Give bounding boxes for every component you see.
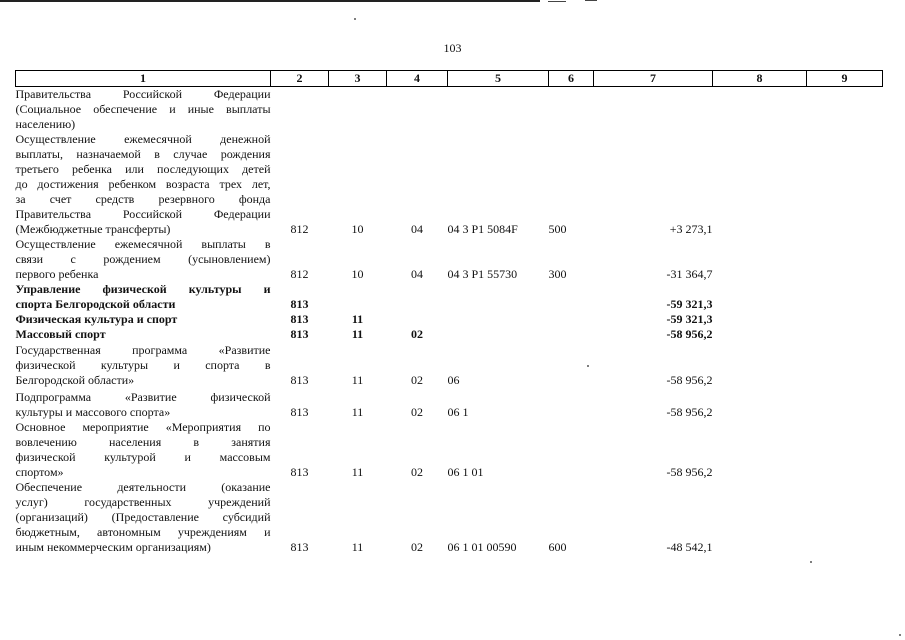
target-article-code: 06 1 01 xyxy=(447,465,484,479)
row-description xyxy=(16,132,271,237)
column-header: 9 xyxy=(807,71,883,87)
column-9-cell xyxy=(807,342,883,388)
section-code: 11 xyxy=(351,465,364,479)
subsection-code xyxy=(387,312,448,327)
description-line: до достижения ребенком возраста трех лет, xyxy=(15,177,271,191)
description-line: Массовый спорт xyxy=(15,327,106,341)
section-code: 11 xyxy=(351,405,364,419)
table-row xyxy=(16,327,883,342)
column-9-cell xyxy=(807,87,883,133)
amount-change: -58 956,2 xyxy=(666,405,713,419)
expense-type-code xyxy=(549,312,594,327)
description-line: (Социальное обеспечение и иные выплаты xyxy=(15,102,271,116)
description-line: Основное мероприятие «Мероприятия по xyxy=(15,420,271,434)
column-header: 3 xyxy=(329,71,387,87)
amount-change: +3 273,1 xyxy=(669,222,713,236)
expense-type-code: 300 xyxy=(548,267,567,281)
row-description xyxy=(16,480,271,555)
description-line: культуры и массового спорта» xyxy=(15,405,171,419)
section-code: 10 xyxy=(351,222,364,236)
subsection-code: 02 xyxy=(411,327,423,341)
description-line: спортом» xyxy=(15,465,64,479)
row-description xyxy=(16,342,271,388)
column-8-cell xyxy=(713,132,807,237)
description-line: физической культурой и массовым xyxy=(15,450,271,464)
ministry-code: 813 xyxy=(290,405,309,419)
column-9-cell xyxy=(807,237,883,282)
expense-type-code xyxy=(549,282,594,312)
subsection-code: 04 xyxy=(411,222,423,236)
expense-type-code xyxy=(549,388,594,420)
description-line: Правительства Российской Федерации xyxy=(15,87,271,101)
table-row xyxy=(16,87,883,133)
budget-table xyxy=(15,70,883,555)
target-article-code xyxy=(448,327,549,342)
column-9-cell xyxy=(807,312,883,327)
top-scan-rule xyxy=(0,0,905,3)
row-description xyxy=(16,327,271,342)
description-line: (организаций) (Предоставление субсидий xyxy=(15,510,271,524)
table-row xyxy=(16,420,883,480)
section-code: 11 xyxy=(351,312,364,326)
column-9-cell xyxy=(807,388,883,420)
ministry-code: 813 xyxy=(290,312,309,326)
table-row xyxy=(16,132,883,237)
amount-change: -59 321,3 xyxy=(666,312,713,326)
target-article-code xyxy=(448,87,549,133)
amount-change: -59 321,3 xyxy=(666,297,713,311)
column-8-cell xyxy=(713,327,807,342)
description-line: Подпрограмма «Развитие физической xyxy=(15,390,271,404)
section-code xyxy=(329,282,387,312)
description-line: Белгородской области» xyxy=(15,373,135,387)
target-article-code xyxy=(448,282,549,312)
ministry-code xyxy=(271,87,329,133)
table-row xyxy=(16,237,883,282)
expense-type-code xyxy=(549,342,594,388)
ministry-code: 813 xyxy=(290,540,309,554)
amount-change: -58 956,2 xyxy=(666,327,713,341)
description-line: физической культуры и спорта в xyxy=(15,358,271,372)
target-article-code: 04 3 P1 55730 xyxy=(447,267,518,281)
amount-change: -48 542,1 xyxy=(666,540,713,554)
description-line: спорта Белгородской области xyxy=(15,297,176,311)
description-line: третьего ребенка или последующих детей xyxy=(15,162,271,176)
row-description xyxy=(16,282,271,312)
description-line: Государственная программа «Развитие xyxy=(15,343,271,357)
description-line: бюджетным, автономным учреждениям и xyxy=(15,525,271,539)
column-8-cell xyxy=(713,420,807,480)
description-line: Правительства Российской Федерации xyxy=(15,207,271,221)
amount-change: -58 956,2 xyxy=(666,373,713,387)
column-9-cell xyxy=(807,132,883,237)
table-row xyxy=(16,342,883,388)
subsection-code: 02 xyxy=(411,465,423,479)
row-description xyxy=(16,312,271,327)
column-header: 7 xyxy=(594,71,713,87)
ministry-code: 813 xyxy=(290,327,309,341)
subsection-code: 02 xyxy=(411,540,423,554)
subsection-code xyxy=(387,87,448,133)
target-article-code xyxy=(448,312,549,327)
table-row xyxy=(16,282,883,312)
ministry-code: 812 xyxy=(290,222,309,236)
column-8-cell xyxy=(713,342,807,388)
section-code: 11 xyxy=(351,327,364,341)
column-header: 6 xyxy=(549,71,594,87)
description-line: Осуществление ежемесячной выплаты в xyxy=(15,237,271,251)
description-line: Физическая культура и спорт xyxy=(15,312,178,326)
expense-type-code: 600 xyxy=(548,540,567,554)
column-header: 2 xyxy=(271,71,329,87)
expense-type-code xyxy=(549,87,594,133)
header-row xyxy=(16,71,883,87)
description-line: Осуществление ежемесячной денежной xyxy=(15,132,271,146)
column-header: 4 xyxy=(387,71,448,87)
amount-change: -31 364,7 xyxy=(666,267,713,281)
ministry-code: 813 xyxy=(290,373,309,387)
target-article-code: 06 xyxy=(447,373,460,387)
description-line: выплаты, назначаемой в случае рождения xyxy=(15,147,271,161)
description-line: первого ребенка xyxy=(15,267,99,281)
expense-type-code: 500 xyxy=(548,222,567,236)
subsection-code: 02 xyxy=(411,373,423,387)
expense-type-code xyxy=(549,420,594,480)
description-line: иным некоммерческим организациям) xyxy=(15,540,211,554)
column-8-cell xyxy=(713,312,807,327)
subsection-code: 04 xyxy=(411,267,423,281)
section-code xyxy=(329,87,387,133)
description-line: Управление физической культуры и xyxy=(15,282,271,296)
row-description xyxy=(16,388,271,420)
target-article-code: 06 1 xyxy=(447,405,469,419)
description-line: (Межбюджетные трансферты) xyxy=(15,222,171,236)
section-code: 11 xyxy=(351,373,364,387)
ministry-code: 813 xyxy=(290,465,309,479)
description-line: Обеспечение деятельности (оказание xyxy=(15,480,271,494)
column-8-cell xyxy=(713,388,807,420)
description-line: вовлечению населения в занятия xyxy=(15,435,271,449)
scan-speck xyxy=(810,561,812,563)
amount-change: -58 956,2 xyxy=(666,465,713,479)
section-code: 10 xyxy=(351,267,364,281)
column-9-cell xyxy=(807,327,883,342)
column-9-cell xyxy=(807,420,883,480)
expense-type-code xyxy=(549,327,594,342)
amount-change xyxy=(594,87,713,133)
ministry-code: 813 xyxy=(290,297,309,311)
target-article-code: 04 3 P1 5084F xyxy=(447,222,518,236)
column-header: 1 xyxy=(16,71,271,87)
description-line: услуг) государственных учреждений xyxy=(15,495,271,509)
table-row xyxy=(16,480,883,555)
ministry-code: 812 xyxy=(290,267,309,281)
row-description xyxy=(16,420,271,480)
table-row xyxy=(16,312,883,327)
scan-speck xyxy=(354,18,356,20)
column-header: 5 xyxy=(448,71,549,87)
row-description xyxy=(16,87,271,133)
column-header: 8 xyxy=(713,71,807,87)
table-row xyxy=(16,388,883,420)
subsection-code: 02 xyxy=(411,405,423,419)
description-line: связи с рождением (усыновлением) xyxy=(15,252,271,266)
description-line: за счет средств резервного фонда xyxy=(15,192,271,206)
scan-speck xyxy=(899,634,901,636)
section-code: 11 xyxy=(351,540,364,554)
page-number: 103 xyxy=(443,41,462,55)
column-8-cell xyxy=(713,480,807,555)
subsection-code xyxy=(387,282,448,312)
column-9-cell xyxy=(807,282,883,312)
description-line: населению) xyxy=(15,117,76,131)
column-8-cell xyxy=(713,87,807,133)
column-8-cell xyxy=(713,237,807,282)
column-8-cell xyxy=(713,282,807,312)
target-article-code: 06 1 01 00590 xyxy=(447,540,517,554)
column-9-cell xyxy=(807,480,883,555)
row-description xyxy=(16,237,271,282)
